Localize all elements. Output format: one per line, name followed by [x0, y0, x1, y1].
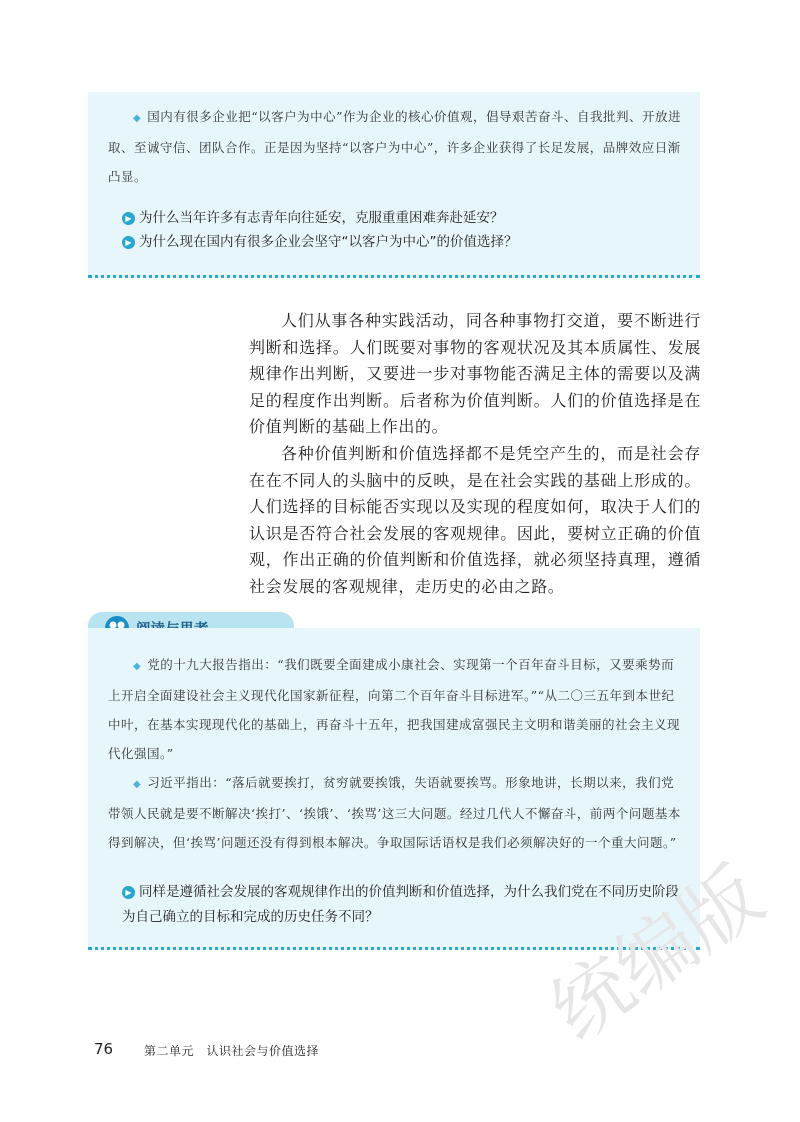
body-paragraph: 各种价值判断和价值选择都不是凭空产生的，而是社会存在在不同人的头脑中的反映，是在社会实践的基础上形成的。人们选择的目标能否实现以及实现的程度如何，取决于人们的认识是否符合社会发展的客观规律。因此，要树立正确的价值观，作出正确的价值判断和价值选择，就必须坚持真理，遵循社会发展的客观规律，走历史的必由之路。	[249, 443, 701, 596]
watermark-text: 统编版	[535, 850, 779, 1059]
question-item: ▶ 为什么当年许多有志青年向往延安，克服重重困难奔赴延安？	[122, 206, 682, 230]
reading-paragraph: ◆ 习近平指出：“落后就要挨打，贫穷就要挨饿，失语就要挨骂。形象地讲，长期以来，我们党带领人民就是要不断解决‘挨打’、‘挨饿’、‘挨骂’这三大问题。经过几代人不懈奋斗，前两个问题基本得到解决，但‘挨骂’问题还没有得到根本解决。争取国际话语权是我们必须解决好的一个重大问题。”	[108, 775, 681, 850]
reading-paragraph: ◆ 党的十九大报告指出：“我们既要全面建成小康社会、实现第一个百年奋斗目标，又要乘势而上开启全面建设社会主义现代化国家新征程，向第二个百年奋斗目标进军。”“从二〇三五年到本世纪中叶，在基本实现现代化的基础上，再奋斗十五年，把我国建成富强民主文明和谐美丽的社会主义现代化强国。”	[108, 657, 681, 761]
question-list	[122, 206, 682, 254]
case-box	[88, 92, 700, 278]
watermark	[498, 828, 779, 1059]
running-footer: 第二单元 认识社会与价值选择	[144, 1044, 320, 1058]
question-item: ▶ 为什么现在国内有很多企业会坚守“以客户为中心”的价值选择？	[122, 230, 682, 254]
question-arrow-icon: ▶	[122, 236, 135, 249]
diamond-bullet-icon: ◆	[133, 779, 142, 790]
diamond-bullet-icon: ◆	[133, 661, 142, 672]
diamond-bullet-icon: ◆	[133, 113, 142, 124]
body-paragraph: 人们从事各种实践活动，同各种事物打交道，要不断进行判断和选择。人们既要对事物的客观状况及其本质属性、发展规律作出判断，又要进一步对事物能否满足主体的需要以及满足的程度作出判断。后者称为价值判断。人们的价值选择是在价值判断的基础上作出的。	[249, 311, 701, 437]
reading-text	[108, 650, 684, 857]
case-paragraph: ◆ 国内有很多企业把“以客户为中心”作为企业的核心价值观，倡导艰苦奋斗、自我批判、开放进取、至诚守信、团队合作。正是因为坚持“以客户为中心”，许多企业获得了长足发展，品牌效应日渐凸显。	[108, 109, 681, 184]
case-text	[108, 102, 684, 191]
dotted-divider	[88, 275, 700, 278]
page-number: 76	[94, 1040, 114, 1058]
question-arrow-icon: ▶	[122, 212, 135, 225]
main-text	[249, 308, 701, 601]
question-item: ▶ 同样是遵循社会发展的客观规律作出的价值判断和价值选择，为什么我们党在不同历史阶段为自己确立的目标和完成的历史任务不同？	[122, 884, 679, 925]
question-arrow-icon: ▶	[122, 886, 135, 899]
